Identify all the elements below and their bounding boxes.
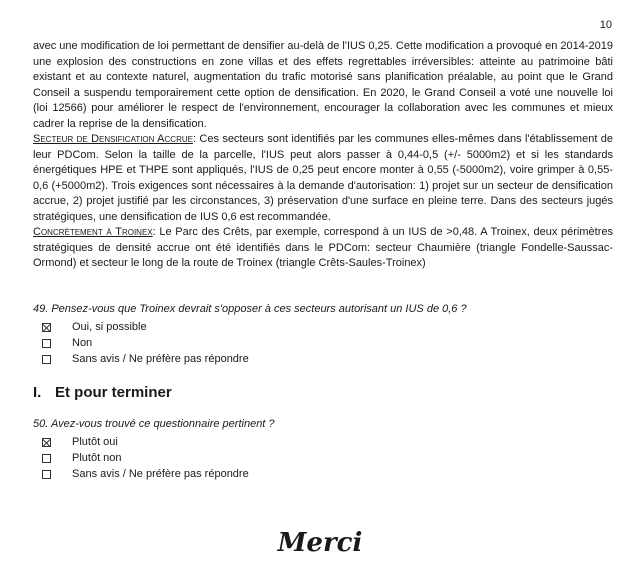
option-non[interactable] bbox=[42, 335, 249, 351]
secteur-text: : Ces secteurs sont identifiés par les communes elles-mêmes dans l'établissement de leur PDCom. Selon la taille de la parcelle, l'IUS peut alors passer à 0,44-0,5 (+/- 5000m2) et si les standards énergétiques HPE et THPE sont appliqués, l'IUS de 0,25 peut encore monter à 0,55 (-5000m2), voire grimper à 0,55-0,6 (+5000m2). Trois exigences sont nécessaires à la demande d'autorisation: 1) projet sur un secteur de densification accrue, 2) projet justifié par les circonstances, 3) préservation d'une surface en pleine terre. Dans des secteurs jugés stratégiques, une densification de IUS 0,6 est recommandée. bbox=[33, 133, 613, 223]
checkbox[interactable] bbox=[42, 323, 51, 332]
checkbox[interactable] bbox=[42, 470, 51, 479]
page-number: 10 bbox=[599, 19, 612, 31]
option-oui-si-possible[interactable] bbox=[42, 319, 249, 335]
option-sans-avis[interactable] bbox=[42, 351, 249, 367]
checkbox[interactable] bbox=[42, 438, 51, 447]
option-label: Sans avis / Ne préfère pas répondre bbox=[72, 353, 249, 365]
question-50-options bbox=[42, 434, 249, 482]
option-label: Plutôt oui bbox=[72, 436, 118, 448]
option-label: Non bbox=[72, 337, 93, 349]
option-plutot-oui[interactable] bbox=[42, 434, 249, 450]
option-label: Plutôt non bbox=[72, 452, 122, 464]
section-heading bbox=[33, 384, 172, 401]
question-50: 50. Avez-vous trouvé ce questionnaire pertinent ? bbox=[33, 418, 275, 430]
checkbox[interactable] bbox=[42, 339, 51, 348]
secteur-term: Secteur de Densification Accrue bbox=[33, 133, 193, 145]
question-49: 49. Pensez-vous que Troinex devrait s'opposer à ces secteurs autorisant un IUS de 0,6 ? bbox=[33, 303, 467, 315]
option-label: Sans avis / Ne préfère pas répondre bbox=[72, 468, 249, 480]
body-text bbox=[33, 39, 613, 272]
checkbox[interactable] bbox=[42, 454, 51, 463]
checkbox[interactable] bbox=[42, 355, 51, 364]
secteur-paragraph bbox=[33, 132, 613, 225]
concretement-text: : Le Parc des Crêts, par exemple, correspond à un IUS de >0,48. A Troinex, deux périmètres stratégiques de densité accrue ont été identifiés dans le PDCom: secteur Chaumière (triangle Fondelle-Saussac-Ormond) et secteur le long de la route de Troinex (triangle Crêts-Saules-Troinex) bbox=[33, 226, 613, 269]
option-plutot-non[interactable] bbox=[42, 450, 249, 466]
concretement-term: Concrètement à Troinex bbox=[33, 226, 153, 238]
section-number: I. bbox=[33, 384, 42, 401]
option-sans-avis[interactable] bbox=[42, 466, 249, 482]
option-label: Oui, si possible bbox=[72, 321, 147, 333]
question-49-options bbox=[42, 319, 249, 367]
concretement-paragraph bbox=[33, 225, 613, 272]
intro-paragraph: avec une modification de loi permettant de densifier au-delà de l'IUS 0,25. Cette modification a provoqué en 2014-2019 une explosion des constructions en zone villas et des effets regrettables irréversibles: atteinte au patrimoine bâti existant et au contexte naturel, augmentation du trafic motorisé sans planification préalable, au point que le Grand Conseil a suspendu temporairement cette option de densification. En 2020, le Grand Conseil a voté une nouvelle loi (loi 12566) pour améliorer le respect de l'environnement, encourager la collaboration avec les communes et mieux cadrer la reprise de la densification. bbox=[33, 40, 613, 130]
closing-merci: Merci bbox=[277, 528, 363, 558]
section-title: Et pour terminer bbox=[55, 384, 172, 401]
